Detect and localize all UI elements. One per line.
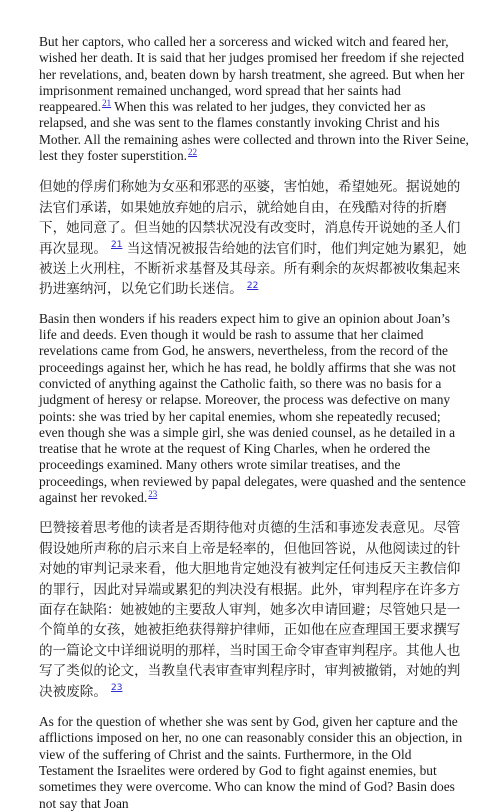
paragraph-text: 但她的俘虏们称她为女巫和邪恶的巫婆，害怕她，希望她死。据说她的法官们承诺，如果她放弃她的启示，就给她自由，在残酷对待的折磨下，她同意了。但当她的囚禁状况没有改变时，消息传开说她的圣人们再次显现。 [39, 179, 461, 257]
footnote-link-22[interactable]: 22 [246, 280, 259, 291]
footnote-link-21[interactable]: 21 [102, 97, 112, 108]
footnote-link-21[interactable]: 21 [110, 240, 123, 251]
paragraph-text: 巴赞接着思考他的读者是否期待他对贞德的生活和事迹发表意见。尽管假设她所声称的启示来自上帝是轻率的，但他回答说，从他阅读过的针对她的审判记录来看，他大胆地肯定她没有被判定任何违反天主教信仰的罪行，因此对异端或累犯的判决没有根据。此外，审判程序在许多方面存在缺陷：她被她的主要敌人审判，她多次申请回避；尽管她只是一个简单的女孩，她被拒绝获得辩护律师，正如他在应查理国王要求撰写的一篇论文中详细说明的那样，当时国王命令审查审判程序。其他人也写了类似的论文，当教皇代表审查审判程序时，审判被撤销，对她的判决被废除。 [39, 520, 461, 700]
footnote-link-23[interactable]: 23 [110, 683, 123, 694]
paragraph-english-1 [39, 34, 469, 164]
paragraph-text: Basin then wonders if his readers expect him to give an opinion about Joan’s life and deeds. Even though it would be rash to assume that her claimed revelations came from God, he answers, nevertheless, from the record of the proceedings against her, which he has read, he boldly affirms that she was not convicted of anything against the Catholic faith, so there was no basis for a judgment of heresy or relapse. Moreover, the process was defective on many points: she was tried by her capital enemies, whom she repeatedly recused; even though she was a simple girl, she was denied counsel, as he detailed in a treatise that he wrote at the request of King Charles, when he ordered the proceedings examined. Many others wrote similar treatises, and the proceedings, when reviewed by papal delegates, were quashed and the sentence against her revoked. [39, 310, 466, 506]
paragraph-text: 当这情况被报告给她的法官们时，他们判定她为累犯，她被送上火刑柱，不断祈求基督及其母亲。所有剩余的灰烬都被收集起来扔进塞纳河，以免它们助长迷信。 [39, 240, 467, 298]
footnote-link-23[interactable]: 23 [148, 488, 158, 499]
paragraph-text: When this was related to her judges, they convicted her as relapsed, and she was sent to the flames constantly invoking Christ and his Mother. All the remaining ashes were collected and thrown into the River Seine, lest they foster superstition. [39, 99, 469, 164]
paragraph-english-3 [39, 714, 469, 812]
document-page [39, 34, 469, 812]
paragraph-chinese-2 [39, 518, 469, 702]
paragraph-english-2 [39, 311, 469, 507]
paragraph-chinese-1 [39, 177, 469, 299]
paragraph-text: As for the question of whether she was sent by God, given her capture and the afflictions imposed on her, no one can reasonably consider this an objection, in view of the suffering of Christ and the saints. Furthermore, in the Old Testament the Israelites were ordered by God to fight against enemies, but sometimes they were overcome. Who can know the mind of God? Basin does not say that Joan [39, 714, 463, 811]
footnote-link-22[interactable]: 22 [188, 146, 198, 157]
paragraph-text: But her captors, who called her a sorceress and wicked witch and feared her, wished her death. It is said that her judges promised her freedom if she rejected her revelations, and, beaten down by harsh treatment, she agreed. But when her imprisonment remained unchanged, word spread that her saints had reappeared. [39, 34, 465, 115]
